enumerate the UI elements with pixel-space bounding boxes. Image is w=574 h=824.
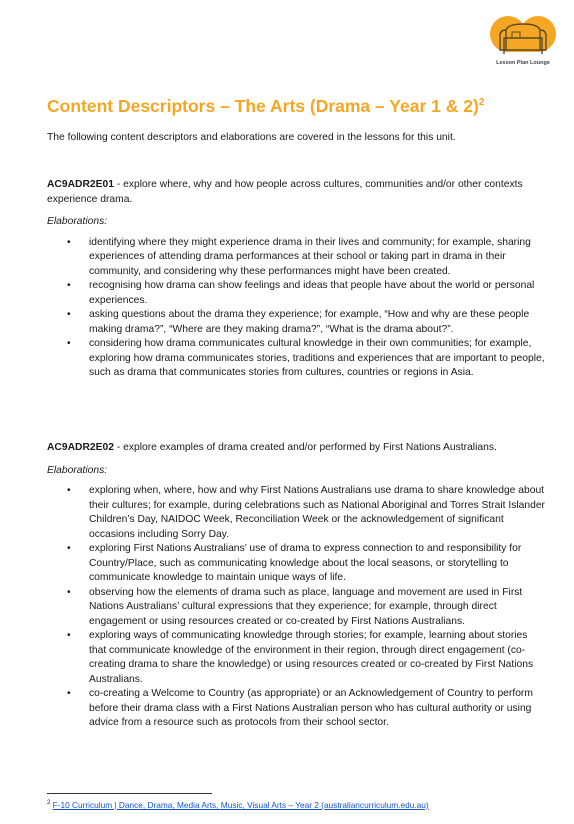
list-item: • exploring ways of communicating knowledge through stories; for example, learning about stories that communicate knowledge of the environment in their region, through direct engagement (co-creating drama to share the knowledge) or using resources created or co-created by First Nations Australians.	[47, 629, 547, 687]
list-item: • observing how the elements of drama such as place, language and movement are used in First Nations Australians’ cultural expressions that they experience; for example, through direct engagement or using resources created or co-created by First Nations Australians.	[47, 586, 547, 630]
intro-text: The following content descriptors and elaborations are covered in the lessons for this unit.	[47, 132, 456, 143]
curriculum-link[interactable]: F-10 Curriculum | Dance, Drama, Media Arts, Music, Visual Arts – Year 2 (australiancurriculum.edu.au)	[52, 800, 429, 810]
descriptor-code: AC9ADR2E02	[47, 442, 114, 453]
logo-text: Lesson Plan Lounge	[496, 60, 550, 66]
footnote-divider	[47, 793, 212, 794]
footnote	[47, 800, 429, 810]
list-item: • identifying where they might experience drama in their lives and community; for example, sharing experiences of attending drama performances at their school or taking part in drama in their community, and considering why these performances might have been created.	[47, 236, 547, 280]
page-title	[47, 96, 484, 117]
list-item: • exploring First Nations Australians’ use of drama to express connection to and responsibility for Country/Place, such as communicating knowledge about the local seasons, or storytelling to communicate knowledge to maintain unique ways of life.	[47, 542, 547, 586]
page-title-text: Content Descriptors – The Arts (Drama – Year 1 & 2)	[47, 96, 479, 116]
elaborations-label: Elaborations:	[47, 216, 108, 227]
list-item: • asking questions about the drama they experience; for example, “How and why are these people making drama?”, “Where are they making drama?”, “What is the drama about?”.	[47, 308, 547, 337]
descriptor-text: - explore where, why and how people across cultures, communities and/or other contexts experience drama.	[47, 179, 523, 205]
descriptor-statement	[47, 178, 547, 207]
list-item: • recognising how drama can show feelings and ideas that people have about the world or personal experiences.	[47, 279, 547, 308]
descriptor-text: - explore examples of drama created and/or performed by First Nations Australians.	[113, 442, 497, 453]
list-item: • co-creating a Welcome to Country (as appropriate) or an Acknowledgement of Country to perform before their drama class with a First Nations Australian person who has cultural authority or using advice from a resource such as protocols from their school sector.	[47, 687, 547, 731]
list-item: • considering how drama communicates cultural knowledge in their own communities; for example, exploring how drama communicates stories, traditions and experiences that are important to people, such as drama that communicates stories from cultures, countries or regions in Asia.	[47, 337, 547, 381]
elaborations-list	[47, 484, 547, 731]
descriptor-statement	[47, 441, 547, 456]
title-footnote-mark: 2	[478, 97, 485, 109]
footnote-mark: 2	[47, 800, 51, 807]
sofa-logo-icon	[488, 12, 558, 64]
content-descriptor-1	[47, 178, 547, 381]
content-descriptor-2	[47, 441, 547, 731]
descriptor-code: AC9ADR2E01	[47, 179, 114, 190]
elaborations-label: Elaborations:	[47, 464, 108, 476]
elaborations-list	[47, 236, 547, 381]
list-item: • exploring when, where, how and why First Nations Australians use drama to share knowledge about their cultures; for example, during celebrations such as National Aboriginal and Torres Strait Islander Children’s Day, NAIDOC Week, Reconciliation Week or the acknowledgement of significant occasions including Sorry Day.	[47, 484, 547, 542]
